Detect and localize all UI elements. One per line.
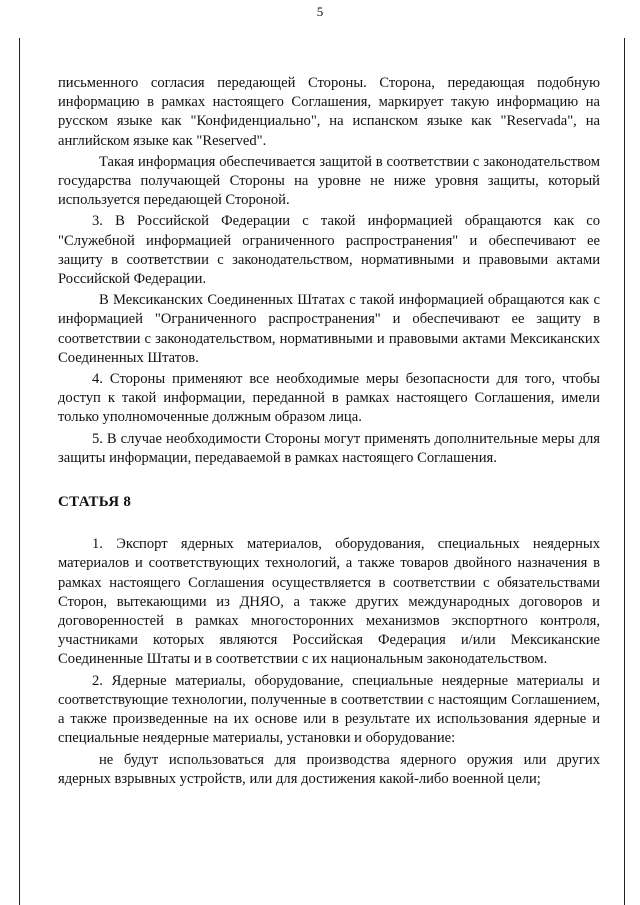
paragraph-item-4: 4. Стороны применяют все необходимые меры безопасности для того, чтобы доступ к такой информации, переданной в рамках настоящего Соглашения, имели только уполномоченные должным образом лица. [58, 371, 600, 426]
paragraph-item-5: 5. В случае необходимости Стороны могут применять дополнительные меры для защиты информации, передаваемой в рамках настоящего Соглашения. [58, 430, 600, 466]
left-margin-line [19, 38, 20, 905]
page-number: 5 [316, 4, 324, 19]
document-body [58, 74, 600, 789]
paragraph-item-3: 3. В Российской Федерации с такой информацией обращаются как со "Служебной информацией ограниченного распространения" и обеспечивают ее защиту в соответствии с законодательством, нормативными и правовыми актами Российской Федерации. [58, 213, 600, 288]
paragraph-continuation: письменного согласия передающей Стороны. Сторона, передающая подобную информацию в рамках настоящего Соглашения, маркирует такую информацию на русском языке как "Конфиденциально", на испанском языке как "Reservada", на английском языке как "Reserved". [58, 75, 600, 149]
article8-item-2-clause: не будут использоваться для производства ядерного оружия или других ядерных взрывных устройств, или для достижения какой-либо военной цели; [58, 751, 600, 787]
article8-item-1: 1. Экспорт ядерных материалов, оборудования, специальных неядерных материалов и соответствующих технологий, а также товаров двойного назначения в рамках настоящего Соглашения осуществляется в соответствии с обязательствами Сторон, вытекающими из ДНЯО, а также других международных договоров и договоренностей в рамках многосторонних механизмов экспортного контроля, участниками которых являются Российская Федерация и/или Мексиканские Соединенные Штаты и в соответствии с их национальным законодательством. [58, 536, 600, 668]
paragraph-mexico: В Мексиканских Соединенных Штатах с такой информацией обращаются как с информацией "Ограниченного распространения" и обеспечивают ее защиту в соответствии с законодательством, нормативными и правовыми актами Мексиканских Соединенных Штатов. [58, 292, 600, 366]
article8-item-2: 2. Ядерные материалы, оборудование, специальные неядерные материалы и соответствующие технологии, полученные в соответствии с настоящим Соглашением, а также произведенные на их основе или в результате их использования ядерные и специальные неядерные материалы, установки и оборудование: [58, 672, 600, 747]
right-margin-line [624, 38, 625, 905]
paragraph-protection-level: Такая информация обеспечивается защитой в соответствии с законодательством государства получающей Стороны на уровне не ниже уровня защиты, который используется передающей Стороной. [58, 153, 600, 209]
article-heading: СТАТЬЯ 8 [58, 494, 132, 511]
